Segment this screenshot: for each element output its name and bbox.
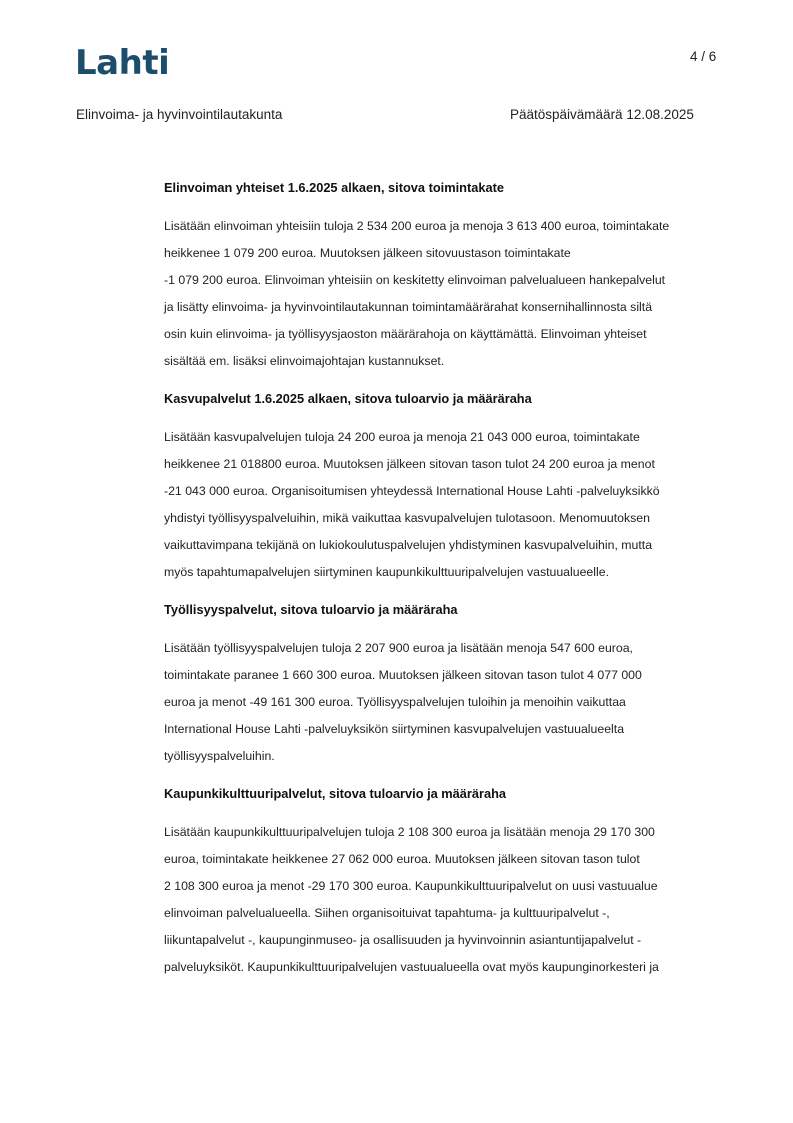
- paragraph-line: yhdistyi työllisyyspalveluihin, mikä vaikuttaa kasvupalvelujen tulotasoon. Menomuutoksen: [164, 511, 650, 525]
- paragraph-line: vaikuttavimpana tekijänä on lukiokoulutuspalvelujen yhdistyminen kasvupalveluihin, mutta: [164, 538, 653, 552]
- paragraph-line: Lisätään elinvoiman yhteisiin tuloja 2 534 200 euroa ja menoja 3 613 400 euroa, toimintakate: [164, 219, 670, 233]
- paragraph-line: liikuntapalvelut -, kaupunginmuseo- ja osallisuuden ja hyvinvoinnin asiantuntijapalvelut -: [164, 933, 642, 947]
- paragraph-line: -21 043 000 euroa. Organisoitumisen yhteydessä International House Lahti -palveluyksikkö: [164, 484, 660, 498]
- committee-name: Elinvoima- ja hyvinvointilautakunta: [76, 107, 283, 122]
- paragraph-line: heikkenee 21 018800 euroa. Muutoksen jälkeen sitovan tason tulot 24 200 euroa ja menot: [164, 457, 655, 471]
- paragraph-line: euroa ja menot -49 161 300 euroa. Työllisyyspalvelujen tuloihin ja menoihin vaikuttaa: [164, 695, 626, 709]
- paragraph-line: -1 079 200 euroa. Elinvoiman yhteisiin on keskitetty elinvoiman palvelualueen hankepalvelut: [164, 273, 666, 287]
- paragraph-line: elinvoiman palvelualueella. Siihen organisoituivat tapahtuma- ja kulttuuripalvelut -,: [164, 906, 610, 920]
- section-heading: Elinvoiman yhteiset 1.6.2025 alkaen, sitova toimintakate: [164, 180, 504, 195]
- section-paragraph: [164, 213, 730, 375]
- paragraph-line: palveluyksiköt. Kaupunkikulttuuripalvelujen vastuualueella ovat myös kaupunginorkesteri ja: [164, 960, 659, 974]
- paragraph-line: myös tapahtumapalvelujen siirtyminen kaupunkikulttuuripalvelujen vastuualueelle.: [164, 565, 609, 579]
- paragraph-line: toimintakate paranee 1 660 300 euroa. Muutoksen jälkeen sitovan tason tulot 4 077 000: [164, 668, 642, 682]
- paragraph-line: työllisyyspalveluihin.: [164, 749, 275, 763]
- paragraph-line: Lisätään kasvupalvelujen tuloja 24 200 euroa ja menoja 21 043 000 euroa, toimintakate: [164, 430, 640, 444]
- section-heading: Työllisyyspalvelut, sitova tuloarvio ja määräraha: [164, 602, 458, 617]
- paragraph-line: osin kuin elinvoima- ja työllisyysjaoston määrärahoja on käyttämättä. Elinvoiman yhteiset: [164, 327, 647, 341]
- paragraph-line: ja lisätty elinvoima- ja hyvinvointilautakunnan toimintamäärärahat konsernihallinnosta siltä: [164, 300, 653, 314]
- paragraph-line: Lisätään kaupunkikulttuuripalvelujen tuloja 2 108 300 euroa ja lisätään menoja 29 170 300: [164, 825, 655, 839]
- page-number: 4 / 6: [690, 49, 717, 64]
- paragraph-line: sisältää em. lisäksi elinvoimajohtajan kustannukset.: [164, 354, 445, 368]
- paragraph-line: Lisätään työllisyyspalvelujen tuloja 2 207 900 euroa ja lisätään menoja 547 600 euroa,: [164, 641, 633, 655]
- section-kasvupalvelut: [164, 389, 730, 586]
- paragraph-line: International House Lahti -palveluyksikön siirtyminen kasvupalvelujen vastuualueelta: [164, 722, 625, 736]
- paragraph-line: euroa, toimintakate heikkenee 27 062 000 euroa. Muutoksen jälkeen sitovan tason tulot: [164, 852, 640, 866]
- section-heading: Kasvupalvelut 1.6.2025 alkaen, sitova tuloarvio ja määräraha: [164, 391, 532, 406]
- section-kaupunkikulttuuripalvelut: [164, 784, 730, 981]
- decision-date: Päätöspäivämäärä 12.08.2025: [510, 107, 694, 122]
- section-paragraph: [164, 819, 730, 981]
- section-elinvoiman-yhteiset: [164, 178, 730, 375]
- section-paragraph: [164, 635, 730, 770]
- paragraph-line: 2 108 300 euroa ja menot -29 170 300 euroa. Kaupunkikulttuuripalvelut on uusi vastuualue: [164, 879, 658, 893]
- section-paragraph: [164, 424, 730, 586]
- section-tyollisyyspalvelut: [164, 600, 730, 770]
- paragraph-line: heikkenee 1 079 200 euroa. Muutoksen jälkeen sitovuustason toimintakate: [164, 246, 571, 260]
- section-heading: Kaupunkikulttuuripalvelut, sitova tuloarvio ja määräraha: [164, 786, 507, 801]
- lahti-logo: Lahti: [75, 43, 170, 83]
- document-body: [164, 178, 730, 995]
